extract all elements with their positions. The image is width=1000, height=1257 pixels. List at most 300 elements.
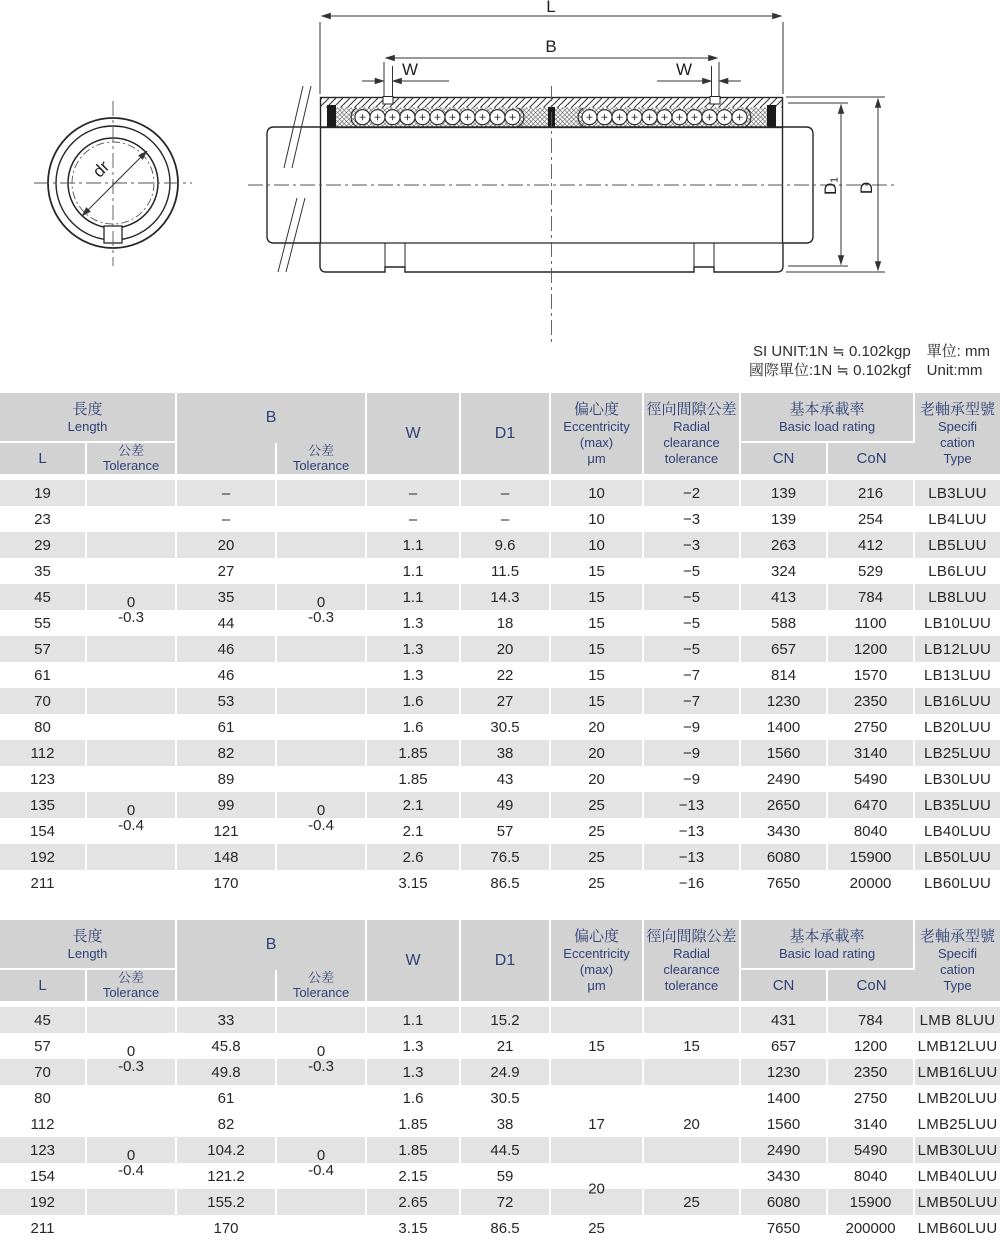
table-cell: 784 [828, 1007, 915, 1033]
table-cell: 61 [177, 1085, 277, 1111]
table-cell: 2490 [741, 1137, 828, 1163]
table-row [0, 1007, 1000, 1033]
table-cell [87, 740, 177, 766]
table-cell: – [461, 506, 551, 532]
spec-type-cell: LMB25LUU [917, 1115, 998, 1133]
table-row [0, 688, 1000, 714]
table-cell: 588 [741, 610, 828, 636]
table-cell: 123 [0, 1137, 87, 1163]
spec-type-cell: LB35LUU [923, 796, 992, 814]
table-cell: 155.2 [177, 1189, 277, 1215]
table-cell: −5 [644, 558, 741, 584]
table-cell: 6470 [828, 792, 915, 818]
table-cell [551, 1059, 644, 1085]
table-cell: 7650 [741, 1215, 828, 1241]
table-cell: 1400 [741, 714, 828, 740]
table-cell: 20 [551, 766, 644, 792]
table-cell: 46 [177, 662, 277, 688]
table-cell: 15 [551, 662, 644, 688]
table-cell: 45 [0, 1007, 87, 1033]
table-cell: 139 [741, 506, 828, 532]
table-cell: 80 [0, 1085, 87, 1111]
column-header: W [367, 393, 461, 480]
table-cell: 657 [741, 636, 828, 662]
table-cell: 657 [741, 1033, 828, 1059]
table-cell: 2.65 [367, 1189, 461, 1215]
table-cell: 529 [828, 558, 915, 584]
table-cell: 1.6 [367, 1085, 461, 1111]
table-cell: 1.6 [367, 688, 461, 714]
table-cell: 211 [0, 870, 87, 896]
si-unit-line: SI UNIT:1N ≒ 0.102kgp [753, 343, 911, 360]
merged-value: 0 -0.4 [308, 1147, 334, 1179]
table-cell: 413 [741, 584, 828, 610]
table-row [0, 740, 1000, 766]
table-cell: −5 [644, 636, 741, 662]
table-row [0, 1033, 1000, 1059]
dim-label-w-left: W [401, 60, 419, 79]
table-cell: 1.1 [367, 532, 461, 558]
table-cell: 2750 [828, 714, 915, 740]
table-cell: 25 [551, 792, 644, 818]
column-header: L [0, 970, 87, 1007]
table-cell: −13 [644, 844, 741, 870]
table-cell: 192 [0, 844, 87, 870]
table-cell: −5 [644, 584, 741, 610]
table-cell: −7 [644, 662, 741, 688]
table-cell: 200000 [828, 1215, 915, 1241]
table-cell: 11.5 [461, 558, 551, 584]
table-cell [87, 792, 177, 834]
table-cell: 9.6 [461, 532, 551, 558]
table-cell [87, 480, 177, 506]
table-cell: 6080 [741, 844, 828, 870]
table-cell: 1.3 [367, 662, 461, 688]
table-cell [277, 740, 367, 766]
merged-value: 20 [588, 1180, 605, 1198]
table-cell [87, 584, 177, 626]
table-cell: 20 [644, 1111, 741, 1137]
spec-type-cell: LB60LUU [923, 874, 992, 892]
column-header: 老軸承型號 Specifi cation Type [915, 920, 1000, 1007]
table-cell [277, 688, 367, 714]
column-header: 長度 Length [0, 393, 177, 443]
table-cell: 1200 [828, 1033, 915, 1059]
table-cell: 216 [828, 480, 915, 506]
spec-type-cell: LB5LUU [928, 536, 987, 554]
table-cell: 15 [551, 636, 644, 662]
table-cell: 76.5 [461, 844, 551, 870]
table-cell [644, 1215, 741, 1241]
table-cell: 192 [0, 1189, 87, 1215]
table-cell [277, 636, 367, 662]
table-cell: 2.1 [367, 818, 461, 844]
end-view [34, 101, 192, 266]
column-header: CN [741, 970, 828, 1007]
table-cell: 324 [741, 558, 828, 584]
table-cell [87, 1189, 177, 1215]
table-cell: 104.2 [177, 1137, 277, 1163]
table-cell: 27 [177, 558, 277, 584]
spec-type-cell: LB4LUU [928, 510, 987, 528]
table-cell: 24.9 [461, 1059, 551, 1085]
table-cell: 2.1 [367, 792, 461, 818]
table-row [0, 1137, 1000, 1163]
column-header: W [367, 920, 461, 1007]
table-cell: 2.6 [367, 844, 461, 870]
column-header: 偏心度 Eccentricity (max) μm [551, 920, 644, 1007]
table-cell: 30.5 [461, 714, 551, 740]
table-cell: 45.8 [177, 1033, 277, 1059]
spec-type-cell: LB12LUU [923, 640, 992, 658]
table-cell: 29 [0, 532, 87, 558]
table-cell: 20000 [828, 870, 915, 896]
merged-value: 0 -0.3 [118, 1043, 144, 1075]
table-cell: 1.3 [367, 1033, 461, 1059]
table-cell: 86.5 [461, 870, 551, 896]
table-cell: 86.5 [461, 1215, 551, 1241]
table-cell: 46 [177, 636, 277, 662]
table-cell: 3.15 [367, 870, 461, 896]
table-row [0, 792, 1000, 818]
table-cell: 10 [551, 506, 644, 532]
dim-label-b: B [545, 37, 557, 56]
spec-type-cell: LB8LUU [928, 588, 987, 606]
table-cell: 1570 [828, 662, 915, 688]
column-header: D1 [461, 393, 551, 480]
table-cell: 121.2 [177, 1163, 277, 1189]
table-cell: 59 [461, 1163, 551, 1189]
header-row [0, 393, 1000, 443]
column-header: 基本承載率 Basic load rating [741, 393, 915, 443]
table-cell: 15 [551, 584, 644, 610]
merged-value: 0 -0.4 [118, 1147, 144, 1179]
table-cell: 15.2 [461, 1007, 551, 1033]
table-cell: 10 [551, 532, 644, 558]
dim-label-d: D [857, 181, 876, 195]
table-cell [87, 506, 177, 532]
table-cell: 1.85 [367, 740, 461, 766]
table-cell: 61 [177, 714, 277, 740]
table-row [0, 844, 1000, 870]
table-cell: 8040 [828, 818, 915, 844]
intl-unit-line: 國際單位:1N ≒ 0.102kgf [748, 362, 911, 379]
table-cell [277, 1189, 367, 1215]
spec-type-cell: LB16LUU [923, 692, 992, 710]
table-cell [644, 1059, 741, 1085]
table-row [0, 662, 1000, 688]
table-cell: 25 [644, 1189, 741, 1215]
table-cell [87, 1137, 177, 1179]
shaft-break-marks [278, 86, 311, 272]
table-cell [87, 1085, 177, 1111]
table-cell: 2490 [741, 766, 828, 792]
table-cell: – [367, 506, 461, 532]
table-cell: 14.3 [461, 584, 551, 610]
table-cell: 170 [177, 1215, 277, 1241]
table-cell: 412 [828, 532, 915, 558]
table-cell: 45 [0, 584, 87, 610]
table-cell: 1.85 [367, 766, 461, 792]
seal-left [327, 105, 336, 127]
column-header: 基本承載率 Basic load rating [741, 920, 915, 970]
table-cell: 35 [177, 584, 277, 610]
table-cell [87, 714, 177, 740]
table-cell: 25 [551, 818, 644, 844]
table-cell: −3 [644, 506, 741, 532]
table-cell: 15 [551, 688, 644, 714]
table-cell: 61 [0, 662, 87, 688]
table-cell: 1.1 [367, 1007, 461, 1033]
table-cell: 17 [551, 1111, 644, 1137]
merged-value: 0 -0.3 [118, 594, 144, 626]
table-cell: 15 [551, 610, 644, 636]
table-cell: 33 [177, 1007, 277, 1033]
spec-type-cell: LB30LUU [923, 770, 992, 788]
table-row [0, 584, 1000, 610]
column-header: 公差 Tolerance [87, 443, 177, 480]
table-cell: 20 [461, 636, 551, 662]
column-header: 公差 Tolerance [277, 443, 367, 480]
table-row [0, 1189, 1000, 1215]
spec-type-cell: LB40LUU [923, 822, 992, 840]
table-cell: 1.3 [367, 1059, 461, 1085]
table-cell [87, 636, 177, 662]
seal-right [767, 105, 776, 127]
table-cell: 148 [177, 844, 277, 870]
table-cell: 20 [177, 532, 277, 558]
table-cell: −5 [644, 610, 741, 636]
table-cell: 82 [177, 740, 277, 766]
table-row [0, 1085, 1000, 1111]
table-cell: −9 [644, 714, 741, 740]
table-cell: 20 [551, 740, 644, 766]
table-cell [277, 1137, 367, 1179]
table-cell [551, 1085, 644, 1111]
table-cell: 2650 [741, 792, 828, 818]
column-header: 公差 Tolerance [87, 970, 177, 1007]
column-header: CoN [828, 443, 915, 480]
column-header: 公差 Tolerance [277, 970, 367, 1007]
spec-type-cell: LB50LUU [923, 848, 992, 866]
dim-label-d1: D₁ [821, 176, 840, 196]
table-row [0, 766, 1000, 792]
spec-type-cell: LMB60LUU [917, 1219, 998, 1237]
column-header: 偏心度 Eccentricity (max) μm [551, 393, 644, 480]
table-cell [277, 558, 367, 584]
table-cell: −9 [644, 740, 741, 766]
spec-type-cell: LMB 8LUU [919, 1011, 996, 1029]
table-cell: 154 [0, 1163, 87, 1189]
table-cell: 99 [177, 792, 277, 818]
section-view [248, 0, 895, 343]
table-cell: 254 [828, 506, 915, 532]
table-cell: 3140 [828, 740, 915, 766]
table-cell: −3 [644, 532, 741, 558]
table-cell: 112 [0, 740, 87, 766]
table-cell: 1230 [741, 688, 828, 714]
table-cell: – [177, 480, 277, 506]
table-cell [277, 766, 367, 792]
table-cell [87, 1033, 177, 1075]
table-cell: 2750 [828, 1085, 915, 1111]
table-cell [277, 1111, 367, 1137]
spec-type-cell: LB3LUU [928, 484, 987, 502]
table-cell: 23 [0, 506, 87, 532]
lmb-series-table [0, 920, 1000, 1241]
table-row [0, 480, 1000, 506]
table-cell: 170 [177, 870, 277, 896]
table-cell: 15 [551, 558, 644, 584]
table-cell: 70 [0, 1059, 87, 1085]
table-cell: 1.1 [367, 558, 461, 584]
table-cell: 1.1 [367, 584, 461, 610]
table-cell: 25 [551, 844, 644, 870]
lb-series-table [0, 393, 1000, 896]
table-row [0, 714, 1000, 740]
table-cell: 1560 [741, 1111, 828, 1137]
table-cell: 19 [0, 480, 87, 506]
table-cell [87, 844, 177, 870]
table-cell: 18 [461, 610, 551, 636]
unit-mm-en: Unit:mm [926, 362, 983, 379]
table-cell: 1100 [828, 610, 915, 636]
table-cell: 784 [828, 584, 915, 610]
table-cell: 2.15 [367, 1163, 461, 1189]
table-cell [87, 1215, 177, 1241]
table-cell: 1.6 [367, 714, 461, 740]
table-row [0, 870, 1000, 896]
table-cell: −16 [644, 870, 741, 896]
table-cell: 21 [461, 1033, 551, 1059]
table-cell [87, 766, 177, 792]
table-cell: 30.5 [461, 1085, 551, 1111]
spec-type-cell: LMB16LUU [917, 1063, 998, 1081]
column-header: CoN [828, 970, 915, 1007]
header-row [0, 920, 1000, 970]
table-cell: 15900 [828, 844, 915, 870]
ring-groove-right [710, 97, 720, 105]
table-cell [87, 870, 177, 896]
table-cell: 2350 [828, 1059, 915, 1085]
spec-type-cell: LMB30LUU [917, 1141, 998, 1159]
dim-label-w-right: W [675, 60, 693, 79]
table-cell [277, 662, 367, 688]
table-cell [277, 792, 367, 834]
unit-mm-zh: 單位: mm [926, 343, 990, 360]
table-cell: 814 [741, 662, 828, 688]
table-cell [644, 1137, 741, 1163]
table-cell: 6080 [741, 1189, 828, 1215]
column-header [177, 970, 277, 1007]
spec-type-cell: LB10LUU [923, 614, 992, 632]
table-row [0, 636, 1000, 662]
table-cell [644, 1163, 741, 1189]
table-cell: 1.3 [367, 636, 461, 662]
table-cell [277, 870, 367, 896]
table-cell: 1200 [828, 636, 915, 662]
column-header: L [0, 443, 87, 480]
table-cell: 211 [0, 1215, 87, 1241]
table-cell [277, 844, 367, 870]
column-header: CN [741, 443, 828, 480]
table-cell: 3.15 [367, 1215, 461, 1241]
dim-label-l: L [546, 0, 556, 16]
table-cell: 154 [0, 818, 87, 844]
table-cell [551, 1007, 644, 1033]
table-cell: 1.3 [367, 610, 461, 636]
table-cell: 139 [741, 480, 828, 506]
table-cell [87, 558, 177, 584]
spec-type-cell: LMB20LUU [917, 1089, 998, 1107]
table-cell: 121 [177, 818, 277, 844]
table-cell: 49 [461, 792, 551, 818]
table-cell: 49.8 [177, 1059, 277, 1085]
table-cell: 70 [0, 688, 87, 714]
spec-type-cell: LMB50LUU [917, 1193, 998, 1211]
table-cell: 20 [551, 714, 644, 740]
table-cell: 27 [461, 688, 551, 714]
table-cell: 8040 [828, 1163, 915, 1189]
table-cell [277, 532, 367, 558]
table-cell: 25 [551, 870, 644, 896]
table-cell: 22 [461, 662, 551, 688]
table-cell: – [177, 506, 277, 532]
ring-groove-left [383, 97, 393, 105]
table-cell: 123 [0, 766, 87, 792]
table-cell: −2 [644, 480, 741, 506]
table-cell: 55 [0, 610, 87, 636]
table-cell [87, 1007, 177, 1033]
table-cell: 1.85 [367, 1111, 461, 1137]
column-header [177, 443, 277, 480]
spec-type-cell: LB20LUU [923, 718, 992, 736]
column-header: 徑向間隙公差 Radial clearance tolerance [644, 920, 741, 1007]
table-row [0, 558, 1000, 584]
table-cell: 80 [0, 714, 87, 740]
dim-label-dr: dr [89, 157, 114, 182]
merged-value: 0 -0.3 [308, 594, 334, 626]
table-cell: 5490 [828, 1137, 915, 1163]
table-cell: −9 [644, 766, 741, 792]
table-cell: 15 [551, 1033, 644, 1059]
table-cell: 57 [0, 1033, 87, 1059]
table-cell: 15 [644, 1033, 741, 1059]
table-cell: −13 [644, 792, 741, 818]
table-cell [87, 662, 177, 688]
column-header: B [177, 393, 367, 443]
table-cell [277, 1085, 367, 1111]
table-cell: 263 [741, 532, 828, 558]
table-cell: 89 [177, 766, 277, 792]
table-cell [644, 1085, 741, 1111]
table-cell [644, 1007, 741, 1033]
table-cell: – [367, 480, 461, 506]
table-cell: 1.85 [367, 1137, 461, 1163]
table-cell [87, 532, 177, 558]
table-cell: 38 [461, 740, 551, 766]
table-cell: 43 [461, 766, 551, 792]
unit-note [749, 342, 990, 380]
table-cell: 10 [551, 480, 644, 506]
table-row [0, 1215, 1000, 1241]
table-cell [277, 480, 367, 506]
table-cell: 15900 [828, 1189, 915, 1215]
column-header: 長度 Length [0, 920, 177, 970]
table-cell: 53 [177, 688, 277, 714]
table-cell: 44 [177, 610, 277, 636]
table-row [0, 506, 1000, 532]
